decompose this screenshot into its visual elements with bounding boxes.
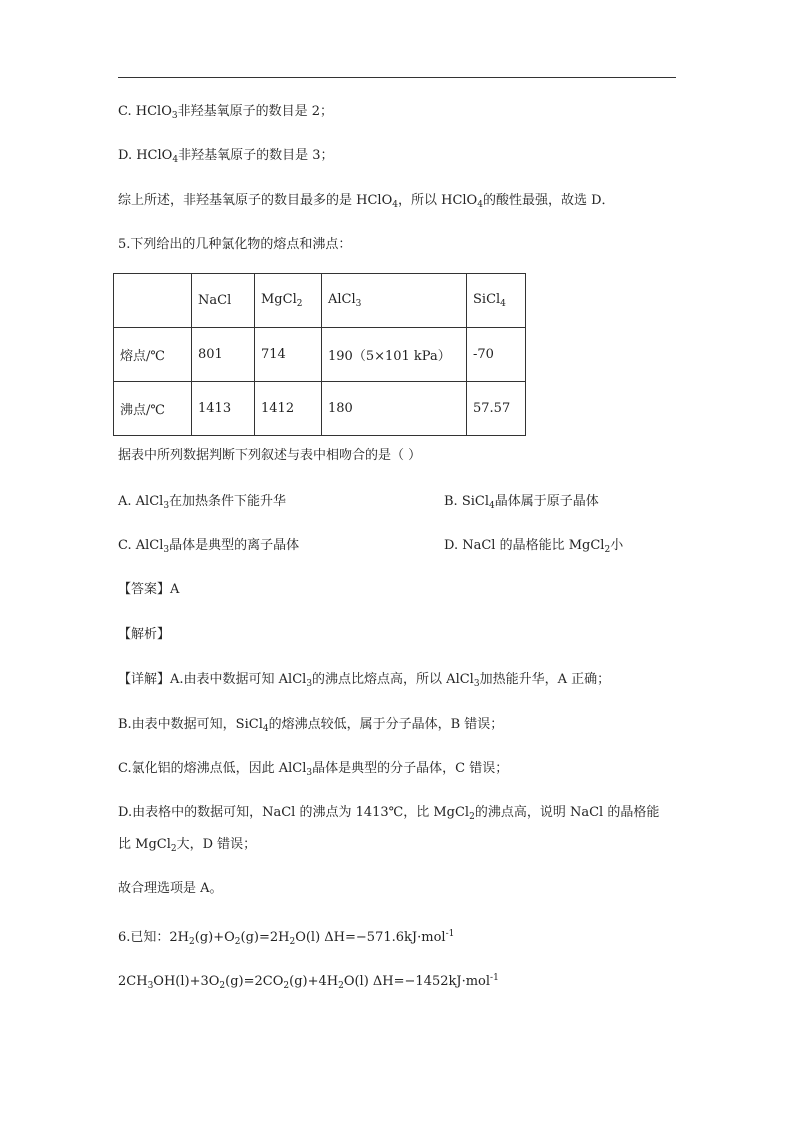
table-row bbox=[114, 328, 526, 382]
question-6-equation-2: $2CH_3OH(l)+3O_2(g)=2CO_2(g)+4H_2O(l)$ ΔH=−1452kJ·mol$^{-1}$ bbox=[118, 973, 499, 991]
table-row bbox=[114, 382, 526, 436]
table-cell: 1413 bbox=[192, 382, 255, 436]
summary-line: 综上所述，非羟基氧原子的数目最多的是 HClO$_4$，所以 HClO$_4$的酸性最强，故选 D． bbox=[118, 193, 615, 210]
option-d: D. NaCl 的晶格能比 MgCl$_2$小 bbox=[444, 538, 624, 555]
table-cell: 180 bbox=[322, 382, 467, 436]
table-cell: 1412 bbox=[255, 382, 322, 436]
detail-line-b: B.由表中数据可知，SiCl$_4$的熔沸点较低，属于分子晶体，B 错误； bbox=[118, 717, 504, 734]
question-6-equation-1: 6.已知：$2H_2(g)+O_2(g)=2H_2O(l)$ ΔH=−571.6kJ·mol$^{-1}$ bbox=[118, 929, 455, 947]
option-c: C. AlCl$_3$晶体是典型的离子晶体 bbox=[118, 538, 300, 555]
table-cell bbox=[114, 274, 192, 328]
detail-line-d1: D.由表格中的数据可知，NaCl 的沸点为 1413℃，比 MgCl$_2$的沸点高，说明 NaCl 的晶格能 bbox=[118, 805, 660, 822]
question-5-stem: 5.下列给出的几种氯化物的熔点和沸点： bbox=[118, 237, 352, 252]
option-a: A. AlCl$_3$在加热条件下能升华 bbox=[118, 494, 287, 511]
table-cell: 801 bbox=[192, 328, 255, 382]
table-header-cell: MgCl$_2$ bbox=[255, 274, 322, 328]
question-5-prompt: 据表中所列数据判断下列叙述与表中相吻合的是（ ） bbox=[118, 448, 422, 463]
table-cell: 714 bbox=[255, 328, 322, 382]
table-cell: -70 bbox=[467, 328, 526, 382]
table-row bbox=[114, 274, 526, 328]
table-header-cell: NaCl bbox=[192, 274, 255, 328]
table-header-cell: AlCl$_3$ bbox=[322, 274, 467, 328]
answer-line: 【答案】A bbox=[118, 582, 180, 597]
detail-line-d2: 比 MgCl$_2$大，D 错误； bbox=[118, 837, 257, 854]
table-cell: 190（5×101 kPa） bbox=[322, 328, 467, 382]
header-rule bbox=[118, 77, 676, 78]
detail-line-c: C.氯化铝的熔沸点低，因此 AlCl$_3$晶体是典型的分子晶体，C 错误； bbox=[118, 761, 509, 778]
analysis-title: 【解析】 bbox=[118, 627, 171, 642]
table-cell: 熔点/℃ bbox=[114, 328, 192, 382]
option-c-prev-line: C. HClO$_3$非羟基氧原子的数目是 2； bbox=[118, 104, 333, 121]
table-cell: 57.57 bbox=[467, 382, 526, 436]
conclusion-line: 故合理选项是 A。 bbox=[118, 881, 223, 896]
table-header-cell: SiCl$_4$ bbox=[467, 274, 526, 328]
chloride-data-table bbox=[113, 273, 526, 436]
detail-line-a: 【详解】A.由表中数据可知 AlCl$_3$的沸点比熔点高，所以 AlCl$_3$加热能升华，A 正确； bbox=[118, 672, 611, 689]
option-b: B. SiCl$_4$晶体属于原子晶体 bbox=[444, 494, 599, 511]
table-cell: 沸点/℃ bbox=[114, 382, 192, 436]
option-d-prev-line: D. HClO$_4$非羟基氧原子的数目是 3； bbox=[118, 148, 334, 165]
